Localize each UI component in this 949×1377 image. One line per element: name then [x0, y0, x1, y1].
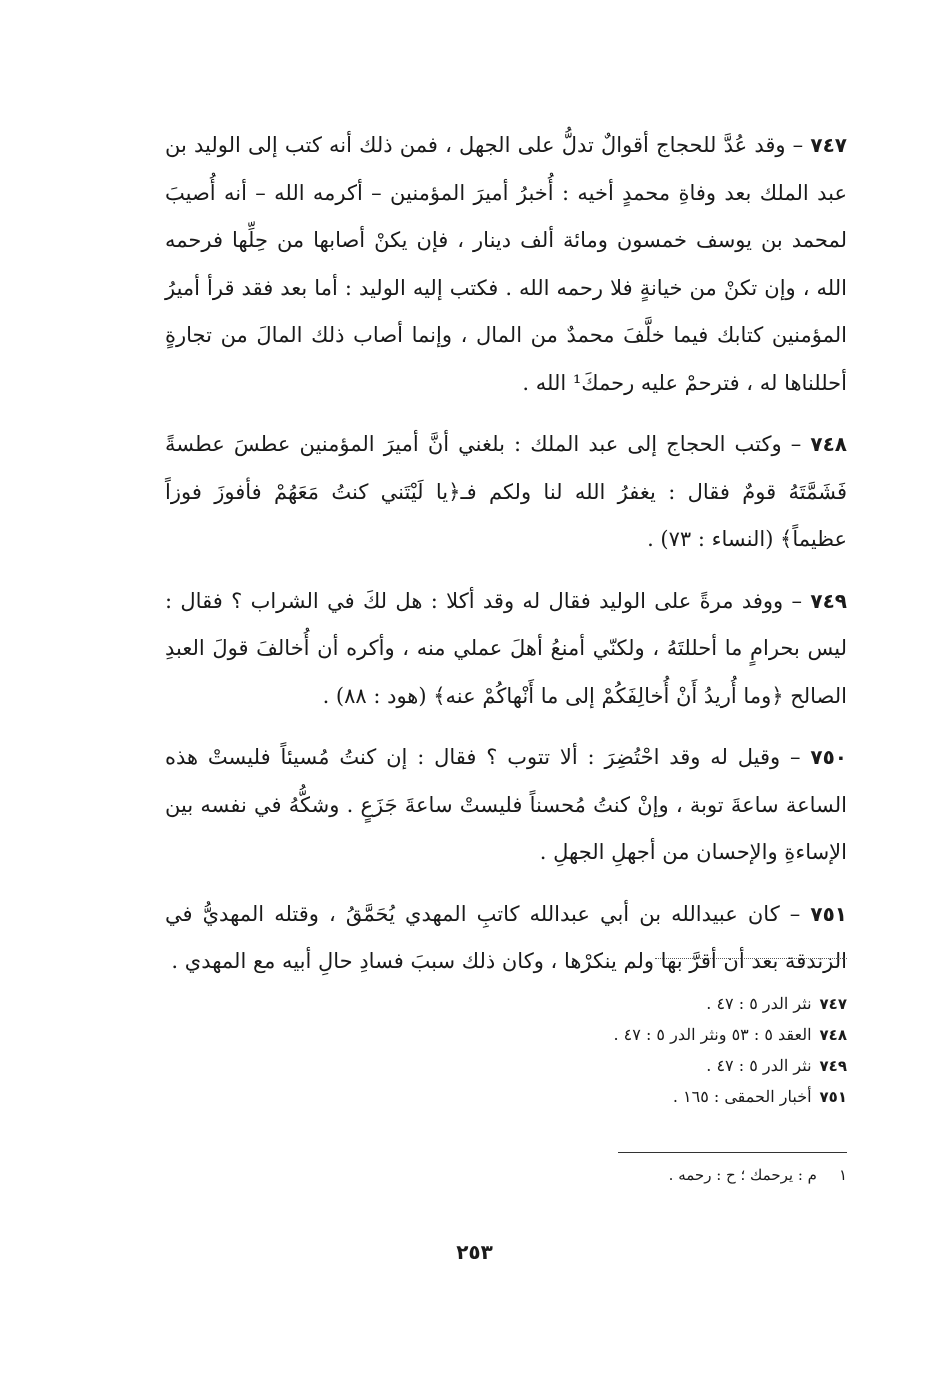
references-separator — [655, 958, 847, 959]
reference-text: أخبار الحمقى : ١٦٥ . — [672, 1087, 812, 1106]
entry-number: ٧٥٠ — [810, 745, 847, 769]
reference-item — [614, 1050, 848, 1081]
reference-text: نثر الدر ٥ : ٤٧ . — [706, 1056, 812, 1075]
paragraph-747 — [165, 122, 847, 407]
entry-number: ٧٤٩ — [810, 588, 847, 613]
source-references — [614, 988, 848, 1112]
main-text — [165, 122, 847, 1000]
entry-number: ٧٤٨ — [810, 432, 847, 456]
reference-item — [614, 988, 848, 1019]
reference-item — [614, 1081, 848, 1112]
entry-text: – كان عبيدالله بن أبي عبدالله كاتبِ المهدي يُحَمَّقُ ، وقتله المهديُّ في الزندقة بعد أن أقرَّ بها ولم ينكرْها ، وكان ذلك سببَ فسادِ حالِ أبيه مع المهدي . — [165, 901, 847, 973]
footnote-text: م : يرحمك ؛ ح : رحمه . — [668, 1166, 817, 1184]
reference-text: العقد ٥ : ٥٣ ونثر الدر ٥ : ٤٧ . — [613, 1025, 812, 1044]
entry-number: ٧٥١ — [810, 901, 847, 926]
entry-text: – وقيل له وقد احْتُضِرَ : ألا تتوب ؟ فقال : إن كنتُ مُسيئاً فليستْ هذه الساعة ساعةَ توبة ، وإنْ كنتُ مُحسناً فليستْ ساعةَ جَزَعٍ . وشكُّهُ في نفسه بين الإساءةِ والإحسان من أجهلِ الجهلِ . — [165, 745, 847, 864]
reference-number: ٧٤٧ — [819, 995, 847, 1013]
reference-number: ٧٤٨ — [819, 1026, 847, 1044]
reference-number: ٧٥١ — [819, 1088, 847, 1106]
entry-number: ٧٤٧ — [810, 133, 847, 157]
reference-number: ٧٤٩ — [819, 1057, 847, 1075]
entry-text: – وقد عُدَّ للحجاج أقوالٌ تدلُّ على الجهل ، فمن ذلك أنه كتب إلى الوليد بن عبد الملك بعد وفاةِ محمدٍ أخيه : أُخبرُ أميرَ المؤمنين – أكرمه الله – أنه أُصيبَ لمحمد بن يوسف خمسون ومائة ألف دينار ، فإن يكنْ أصابها من حِلِّها فرحمه الله ، وإن تكنْ من خيانةٍ فلا رحمه الله . فكتب إليه الوليد : أما بعد فقد قرأ أميرُ المؤمنين كتابك فيما خلَّفَ محمدٌ من المال ، وإنما أصاب ذلك المالَ من تجارةٍ أحللناها له ، فترحمْ عليه رحمكَ¹ الله . — [165, 133, 847, 395]
entry-text: – ووفد مرةً على الوليد فقال له وقد أكلا : هل لكَ في الشراب ؟ فقال : ليس بحرامٍ ما أحللتَهُ ، ولكنّي أمنعُ أهلَ عملي منه ، وأكره أن أُخالفَ قولَ العبدِ الصالح ﴿وما أُريدُ أَنْ أُخالِفَكُمْ إلى ما أَنْهاكُمْ عنه﴾ (هود : ٨٨) . — [165, 588, 847, 708]
reference-text: نثر الدر ٥ : ٤٧ . — [706, 994, 812, 1013]
footnote-mark: ١ — [838, 1166, 847, 1184]
page-number: ٢٥٣ — [456, 1240, 493, 1264]
reference-item — [614, 1019, 848, 1050]
footnote-rule — [618, 1152, 847, 1153]
paragraph-751 — [165, 891, 847, 986]
paragraph-749 — [165, 578, 847, 721]
entry-text: – وكتب الحجاج إلى عبد الملك : بلغني أنَّ أميرَ المؤمنين عطسَ عطسةً فَشَمَّتَهُ قومٌ فقال : يغفرُ الله لنا ولكم فـ﴿يا لَيْتَني كنتُ مَعَهُمْ فأفوزَ فوزاً عظيماً﴾ (النساء : ٧٣) . — [165, 432, 847, 551]
paragraph-750 — [165, 734, 847, 877]
footnote — [669, 1166, 847, 1184]
paragraph-748 — [165, 421, 847, 564]
